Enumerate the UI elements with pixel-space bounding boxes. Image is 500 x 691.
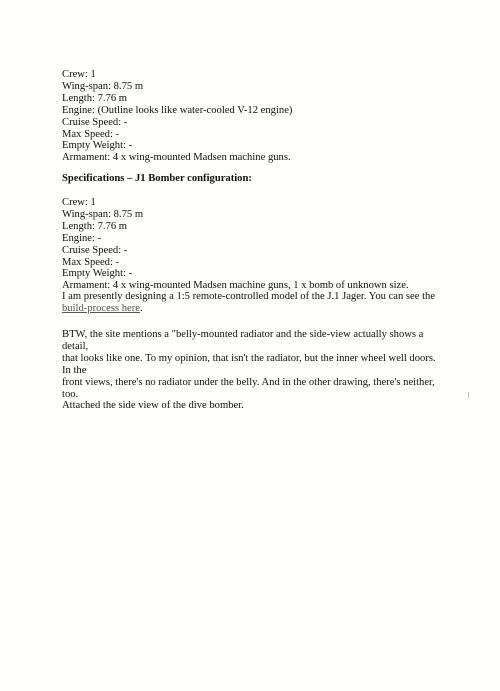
bomber-wingspan-line: Wing-span: 8.75 m (62, 208, 144, 220)
bomber-crew-line: Crew: 1 (62, 197, 96, 208)
bomber-length-line: Length: 7.76 m (62, 220, 128, 232)
radiator-line-2: detail, (62, 340, 89, 352)
radiator-line-6: too. (62, 388, 79, 400)
max-speed-line: Max Speed: - (62, 128, 120, 140)
bomber-heading-block (62, 173, 482, 185)
bomber-empty-weight-line: Empty Weight: - (62, 268, 133, 280)
bomber-specifications-heading: Specifications – J1 Bomber configuration: (62, 173, 252, 184)
empty-weight-line: Empty Weight: - (62, 140, 133, 152)
crew-line: Crew: 1 (62, 69, 96, 80)
length-line: Length: 7.76 m (62, 92, 128, 104)
radiator-line-4: In the (62, 364, 87, 376)
radiator-line-5: front views, there's no radiator under the belly. And in the other drawing, there's neither, (62, 376, 435, 388)
model-paragraph-line: I am presently designing a 1:5 remote-controlled model of the J.1 Jager. You can see the (62, 291, 436, 302)
wingspan-line: Wing-span: 8.75 m (62, 80, 144, 92)
scan-artifact-mark (468, 392, 469, 398)
general-specifications (62, 69, 482, 164)
build-process-link[interactable]: build-process here (62, 302, 140, 314)
engine-line: Engine: (Outline looks like water-cooled V-12 engine) (62, 104, 293, 116)
bomber-cruise-speed-line: Cruise Speed: - (62, 244, 128, 256)
bomber-armament-line: Armament: 4 x wing-mounted Madsen machine guns, 1 x bomb of unknown size. (62, 280, 409, 292)
armament-line: Armament: 4 x wing-mounted Madsen machine guns. (62, 152, 291, 164)
bomber-specifications (62, 197, 482, 292)
radiator-line-3: that looks like one. To my opinion, that isn't the radiator, but the inner wheel well doors. (62, 352, 436, 364)
bomber-engine-line: Engine: - (62, 232, 102, 244)
bomber-max-speed-line: Max Speed: - (62, 256, 120, 268)
link-period: . (139, 302, 143, 314)
model-paragraph-link-line (62, 303, 482, 315)
radiator-line-7: Attached the side view of the dive bomber. (62, 400, 244, 412)
radiator-line-1: BTW, the site mentions a "belly-mounted radiator and the side-view actually shows a (62, 329, 424, 340)
model-paragraph (62, 291, 482, 315)
cruise-speed-line: Cruise Speed: - (62, 116, 128, 128)
radiator-paragraph (62, 329, 482, 412)
